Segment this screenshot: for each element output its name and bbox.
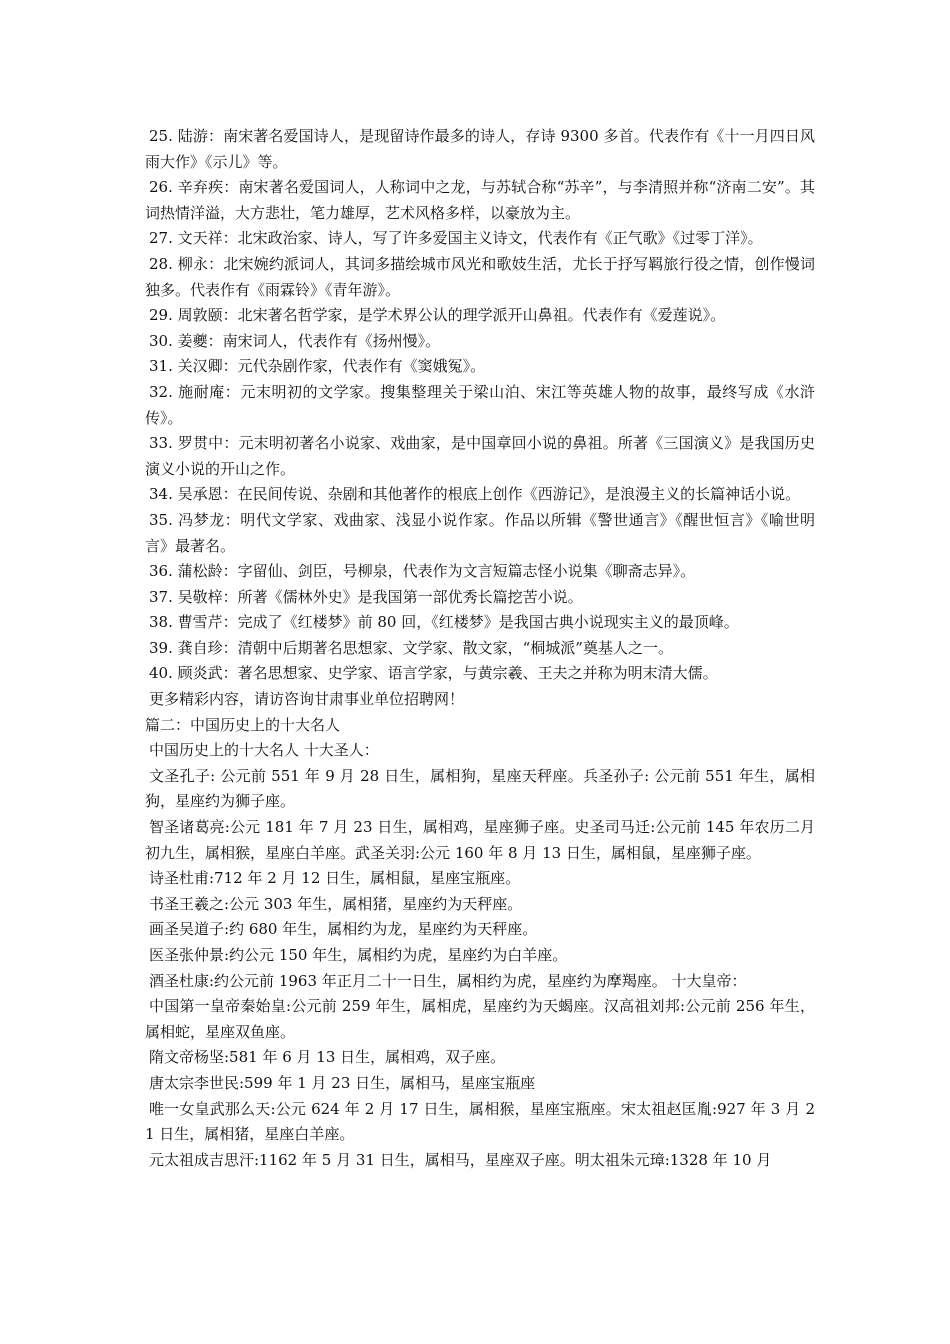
paragraph-wu-chengen: 34. 吴承恩：在民间传说、杂剧和其他著作的根底上创作《西游记》，是浪漫主义的长篇神话小说。 [149,485,801,504]
paragraph-wen-tianxiang: 27. 文天祥：北宋政治家、诗人，写了许多爱国主义诗文，代表作有《正气歌》《过零丁洋》。 [149,229,763,248]
section-subheading: 中国历史上的十大名人 十大圣人： [149,741,379,760]
document-page [145,124,815,1173]
paragraph-gong-zizhen: 39. 龚自珍：清朝中后期著名思想家、文学家、散文家，“桐城派”奠基人之一。 [149,638,673,657]
paragraph-wu-zhao-song: 唯一女皇武那么天:公元 624 年 2 月 17 日生，属相猴，星座宝瓶座。宋太祖赵匡胤:927 年 3 月 21 日生，属相猪，星座白羊座。 [145,1099,815,1144]
paragraph-gu-yanwu: 40. 顾炎武：著名思想家、史学家、语言学家，与黄宗羲、王夫之并称为明末清大儒。 [149,664,718,683]
paragraph-shi-naian: 32. 施耐庵：元末明初的文学家。搜集整理关于梁山泊、宋江等英雄人物的故事，最终写成《水浒传》。 [145,382,815,427]
paragraph-kongzi-sunzi: 文圣孔子: 公元前 551 年 9 月 28 日生，属相狗，星座天秤座。兵圣孙子: 公元前 551 年生，属相狗，星座约为狮子座。 [145,766,815,811]
paragraph-li-shimin: 唐太宗李世民:599 年 1 月 23 日生，属相马，星座宝瓶座 [149,1073,536,1092]
paragraph-yang-jian: 隋文帝杨坚:581 年 6 月 13 日生，属相鸡，双子座。 [149,1048,506,1067]
paragraph-liu-yong: 28. 柳永：北宋婉约派词人，其词多描绘城市风光和歌妓生活，尤长于抒写羁旅行役之情，创作慢词独多。代表作有《雨霖铃》《青年游》。 [145,254,815,299]
paragraph-luo-guanzhong: 33. 罗贯中：元末明初著名小说家、戏曲家，是中国章回小说的鼻祖。所著《三国演义》是我国历史演义小说的开山之作。 [145,434,815,478]
paragraph-zhuge-sima-guan: 智圣诸葛亮:公元 181 年 7 月 23 日生，属相鸡，星座狮子座。史圣司马迁:公元前 145 年农历二月初九生，属相猴，星座白羊座。武圣关羽:公元 160 年 8 月 13 日生，属相鼠，星座狮子座。 [145,818,815,862]
paragraph-more-info: 更多精彩内容，请访咨询甘肃事业单位招聘网！ [149,690,465,709]
paragraph-wu-jingzi: 37. 吴敬梓：所著《儒林外史》是我国第一部优秀长篇挖苦小说。 [149,587,583,606]
paragraph-cao-xueqin: 38. 曹雪芹：完成了《红楼梦》前 80 回，《红楼梦》是我国古典小说现实主义的最顶峰。 [149,613,739,632]
paragraph-wang-xizhi: 书圣王羲之:公元 303 年生，属相猪，星座约为天秤座。 [149,894,523,913]
paragraph-zhou-dunyi: 29. 周敦颐：北宋著名哲学家，是学术界公认的理学派开山鼻祖。代表作有《爱莲说》。 [149,306,726,325]
paragraph-guan-hanqing: 31. 关汉卿：元代杂剧作家，代表作有《窦娥冤》。 [149,357,486,376]
paragraph-feng-menglong: 35. 冯梦龙：明代文学家、戏曲家、浅显小说作家。作品以所辑《警世通言》《醒世恒言》《喻世明言》最著名。 [145,510,815,555]
paragraph-du-kang: 酒圣杜康:约公元前 1963 年正月二十一日生，属相约为虎，星座约为摩羯座。 十大皇帝： [149,971,747,990]
paragraph-jiang-kui: 30. 姜夔：南宋词人，代表作有《扬州慢》。 [149,331,441,350]
paragraph-du-fu: 诗圣杜甫:712 年 2 月 12 日生，属相鼠，星座宝瓶座。 [149,869,521,888]
paragraph-lu-you: 25. 陆游：南宋著名爱国诗人，是现留诗作最多的诗人，存诗 9300 多首。代表作有《十一月四日风雨大作》《示儿》等。 [145,127,815,171]
paragraph-xin-qiji: 26. 辛弃疾：南宋著名爱国词人，人称词中之龙，与苏轼合称“苏辛”，与李清照并称“济南二安”。其词热情洋溢，大方悲壮，笔力雄厚，艺术风格多样，以豪放为主。 [145,178,815,222]
paragraph-qin-liu: 中国第一皇帝秦始皇:公元前 259 年生，属相虎，星座约为天蝎座。汉高祖刘邦:公元前 256 年生，属相蛇，星座双鱼座。 [145,997,815,1041]
section-heading: 篇二：中国历史上的十大名人 [145,715,341,734]
paragraph-pu-songling: 36. 蒲松龄：字留仙、剑臣，号柳泉，代表作为文言短篇志怪小说集《聊斋志异》。 [149,562,696,581]
paragraph-wu-daozi: 画圣吴道子:约 680 年生，属相约为龙，星座约为天秤座。 [149,920,538,939]
paragraph-genghis-zhu: 元太祖成吉思汗:1162 年 5 月 31 日生，属相马，星座双子座。明太祖朱元璋:1328 年 10 月 [149,1150,772,1169]
paragraph-zhang-zhongjing: 医圣张仲景:约公元 150 年生，属相约为虎，星座约为白羊座。 [149,946,568,964]
